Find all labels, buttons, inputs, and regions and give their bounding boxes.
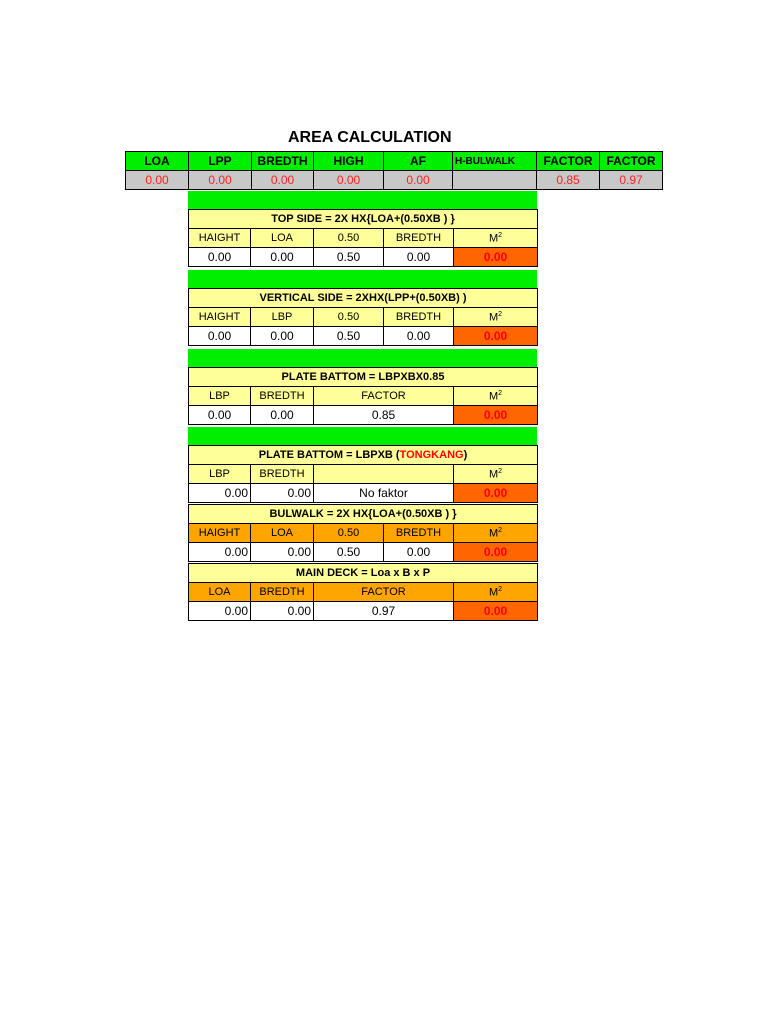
label-haight: HAIGHT — [189, 524, 251, 543]
value-factor-1[interactable]: 0.85 — [537, 171, 600, 190]
cell-result[interactable]: 0.00 — [454, 327, 538, 346]
cell-haight[interactable]: 0.00 — [189, 248, 251, 267]
cell-haight[interactable]: 0.00 — [189, 543, 251, 562]
label-m2: $M^2$ — [454, 524, 538, 543]
green-separator — [188, 270, 537, 289]
input-header-row — [126, 152, 663, 171]
input-table — [125, 151, 663, 190]
page-title: AREA CALCULATION — [288, 129, 452, 146]
bulwalk-table — [188, 504, 538, 562]
cell-half[interactable]: 0.50 — [314, 248, 384, 267]
cell-loa[interactable]: 0.00 — [189, 602, 251, 621]
value-factor-2[interactable]: 0.97 — [600, 171, 663, 190]
label-bredth: BREDTH — [384, 229, 454, 248]
label-factor: FACTOR — [314, 583, 454, 602]
label-lbp: LBP — [189, 387, 251, 406]
plate-bottom-table — [188, 367, 538, 425]
label-bredth: BREDTH — [251, 387, 314, 406]
cell-half[interactable]: 0.50 — [314, 327, 384, 346]
green-separator — [188, 349, 537, 368]
header-lpp: LPP — [189, 152, 252, 171]
cell-lbp[interactable]: 0.00 — [189, 406, 251, 425]
label-lbp: LBP — [189, 465, 251, 484]
cell-result[interactable]: 0.00 — [454, 484, 538, 503]
value-bredth[interactable]: 0.00 — [252, 171, 314, 190]
value-h-bulwalk[interactable] — [453, 171, 537, 190]
cell-bredth[interactable]: 0.00 — [251, 406, 314, 425]
green-separator — [188, 191, 537, 210]
vertical-side-title: VERTICAL SIDE = 2XHX(LPP+(0.50XB) ) — [189, 289, 538, 308]
label-bredth: BREDTH — [384, 524, 454, 543]
label-loa: LOA — [189, 583, 251, 602]
cell-bredth[interactable]: 0.00 — [384, 327, 454, 346]
cell-bredth[interactable]: 0.00 — [384, 543, 454, 562]
label-half: 0.50 — [314, 229, 384, 248]
value-loa[interactable]: 0.00 — [126, 171, 189, 190]
header-af: AF — [384, 152, 453, 171]
cell-haight[interactable]: 0.00 — [189, 327, 251, 346]
plate-bottom-title: PLATE BATTOM = LBPXBX0.85 — [189, 368, 538, 387]
cell-factor[interactable]: 0.97 — [314, 602, 454, 621]
green-separator — [188, 427, 537, 446]
label-factor: FACTOR — [314, 387, 454, 406]
cell-bredth[interactable]: 0.00 — [251, 602, 314, 621]
header-high: HIGH — [314, 152, 384, 171]
cell-result[interactable]: 0.00 — [454, 406, 538, 425]
bulwalk-title: BULWALK = 2X HX{LOA+(0.50XB ) } — [189, 505, 538, 524]
cell-result[interactable]: 0.00 — [454, 543, 538, 562]
cell-bredth[interactable]: 0.00 — [251, 484, 314, 503]
label-lbp: LBP — [251, 308, 314, 327]
header-loa: LOA — [126, 152, 189, 171]
label-loa: LOA — [251, 229, 314, 248]
label-bredth: BREDTH — [251, 465, 314, 484]
plate-bottom-tongkang-table — [188, 445, 538, 503]
cell-factor[interactable]: 0.85 — [314, 406, 454, 425]
label-m2: $M^2$ — [454, 465, 538, 484]
label-half: 0.50 — [314, 308, 384, 327]
label-empty — [314, 465, 454, 484]
value-af[interactable]: 0.00 — [384, 171, 453, 190]
cell-loa[interactable]: 0.00 — [251, 543, 314, 562]
tongkang-label: TONGKANG — [399, 449, 464, 461]
label-loa: LOA — [251, 524, 314, 543]
top-side-table — [188, 209, 538, 267]
cell-no-factor[interactable]: No faktor — [314, 484, 454, 503]
cell-lbp[interactable]: 0.00 — [251, 327, 314, 346]
header-factor-1: FACTOR — [537, 152, 600, 171]
header-bredth: BREDTH — [252, 152, 314, 171]
main-deck-title: MAIN DECK = Loa x B x P — [189, 564, 538, 583]
label-haight: HAIGHT — [189, 308, 251, 327]
cell-loa[interactable]: 0.00 — [251, 248, 314, 267]
header-factor-2: FACTOR — [600, 152, 663, 171]
label-bredth: BREDTH — [251, 583, 314, 602]
value-high[interactable]: 0.00 — [314, 171, 384, 190]
main-deck-table — [188, 563, 538, 621]
input-value-row — [126, 171, 663, 190]
vertical-side-table — [188, 288, 538, 346]
top-side-title: TOP SIDE = 2X HX{LOA+(0.50XB ) } — [189, 210, 538, 229]
value-lpp[interactable]: 0.00 — [189, 171, 252, 190]
cell-lbp[interactable]: 0.00 — [189, 484, 251, 503]
plate-bottom-tongkang-title: PLATE BATTOM = LBPXB (TONGKANG) — [189, 446, 538, 465]
label-haight: HAIGHT — [189, 229, 251, 248]
cell-result[interactable]: 0.00 — [454, 248, 538, 267]
label-m2: $M^2$ — [454, 229, 538, 248]
label-bredth: BREDTH — [384, 308, 454, 327]
cell-half[interactable]: 0.50 — [314, 543, 384, 562]
label-half: 0.50 — [314, 524, 384, 543]
header-h-bulwalk: H-BULWALK — [453, 152, 537, 171]
label-m2: $M^2$ — [454, 387, 538, 406]
cell-result[interactable]: 0.00 — [454, 602, 538, 621]
cell-bredth[interactable]: 0.00 — [384, 248, 454, 267]
label-m2: $M^2$ — [454, 583, 538, 602]
label-m2: $M^2$ — [454, 308, 538, 327]
